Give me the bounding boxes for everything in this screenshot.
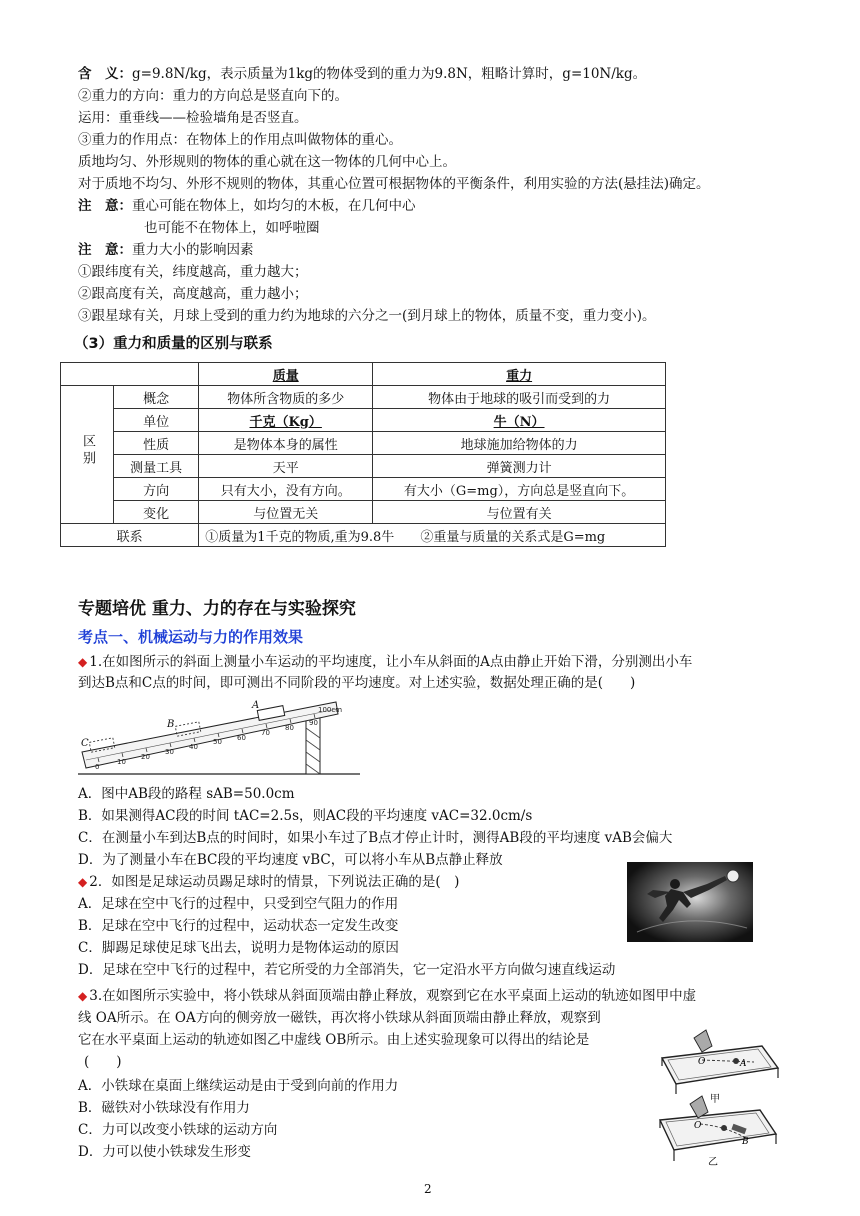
point-label: O: [698, 1057, 706, 1067]
diamond-icon: ◆: [78, 989, 88, 1003]
cell-gravity: 与位置有关: [373, 501, 666, 524]
tick-label: 40: [189, 743, 198, 751]
note-line: 注 意：重心可能在物体上，如均匀的木板，在几何中心: [78, 198, 416, 214]
note-line: ①跟纬度有关，纬度越高，重力越大；: [78, 264, 308, 280]
iron-ball-icon: [721, 1125, 727, 1131]
cell-mass: 是物体本身的属性: [199, 432, 373, 455]
cell-mass: 千克（Kg）: [199, 409, 373, 432]
cell-mass: 只有大小，没有方向。: [199, 478, 373, 501]
question-stem: ◆ 1.在如图所示的斜面上测量小车运动的平均速度，让小车从斜面的A点由静止开始下滑，分别测出小车: [78, 654, 693, 670]
cell-mass: 天平: [199, 455, 373, 478]
note-line: 对于质地不均匀、外形不规则的物体，其重心位置可根据物体的平衡条件，利用实验的方法(悬挂法)确定。: [78, 176, 710, 192]
point-label: B: [167, 719, 175, 730]
page-number: 2: [424, 1182, 432, 1196]
tick-label: 70: [261, 729, 270, 737]
topic-title: 考点一、机械运动与力的作用效果: [78, 628, 304, 646]
cell-gravity: 弹簧测力计: [373, 455, 666, 478]
tick-label: 90: [309, 719, 318, 727]
point-label: A: [252, 700, 260, 711]
point-label: O: [694, 1121, 702, 1131]
tick-label: 50: [213, 738, 222, 746]
point-label: A: [740, 1059, 747, 1069]
option: C．在测量小车到达B点的时间时，如果小车过了B点才停止计时，测得AB段的平均速度 vAB会偏大: [78, 830, 673, 846]
soccer-ball-icon: [727, 870, 739, 882]
option: A．图中AB段的路程 sAB=50.0cm: [78, 786, 295, 802]
tick-label: 30: [165, 748, 174, 756]
question-stem: ( ): [84, 1054, 122, 1070]
magnet-table-figure: [654, 1016, 784, 1166]
figure-label-jia: 甲: [710, 1094, 720, 1105]
soccer-player-photo: [627, 862, 753, 942]
tick-label: 10: [117, 758, 126, 766]
point-label: B: [742, 1137, 749, 1147]
diamond-icon: ◆: [78, 655, 88, 669]
relation-text: ①质量为1千克的物质,重为9.8牛 ②重量与质量的关系式是G=mg: [199, 524, 666, 547]
option: B．磁铁对小铁球没有作用力: [78, 1100, 250, 1116]
question-stem: ◆ 3.在如图所示实验中，将小铁球从斜面顶端由静止释放，观察到它在水平桌面上运动的轨迹如图甲中虚: [78, 988, 697, 1004]
note-line: ③重力的作用点：在物体上的作用点叫做物体的重心。: [78, 132, 402, 148]
table-heading: （3）重力和质量的区别与联系: [74, 336, 273, 352]
row-name: 变化: [114, 501, 199, 524]
tick-label: 20: [141, 753, 150, 761]
note-line: ③跟星球有关，月球上受到的重力约为地球的六分之一(到月球上的物体，质量不变，重力变小)。: [78, 308, 656, 324]
cell-mass: 与位置无关: [199, 501, 373, 524]
tick-label: 100cm: [318, 706, 343, 714]
section-title: 专题培优 重力、力的存在与实验探究: [78, 599, 356, 619]
relation-label: 联系: [61, 524, 199, 547]
figure-label-yi: 乙: [708, 1157, 718, 1166]
option: B．如果测得AC段的时间 tAC=2.5s，则AC段的平均速度 vAC=32.0cm/s: [78, 808, 533, 824]
cell-gravity: 牛（N）: [373, 409, 666, 432]
point-label: C: [81, 738, 89, 749]
row-name: 性质: [114, 432, 199, 455]
question-stem: ◆ 2．如图是足球运动员踢足球时的情景，下列说法正确的是( ): [78, 874, 460, 890]
note-line: 质地均匀、外形规则的物体的重心就在这一物体的几何中心上。: [78, 154, 456, 170]
option: D．力可以使小铁球发生形变: [78, 1144, 251, 1160]
tick-label: 80: [285, 724, 294, 732]
option: A．小铁球在桌面上继续运动是由于受到向前的作用力: [78, 1078, 399, 1094]
note-line: ②重力的方向：重力的方向总是竖直向下的。: [78, 88, 348, 104]
header-gravity: 重力: [373, 363, 666, 386]
row-name: 概念: [114, 386, 199, 409]
mass-gravity-table: [60, 362, 666, 547]
note-line: 运用：重垂线——检验墙角是否竖直。: [78, 110, 308, 126]
question-stem: 它在水平桌面上运动的轨迹如图乙中虚线 OB所示。由上述实验现象可以得出的结论是: [78, 1032, 590, 1048]
note-line: 注 意：重力大小的影响因素: [78, 242, 254, 258]
group-label: 区别: [61, 386, 114, 524]
option: B．足球在空中飞行的过程中，运动状态一定发生改变: [78, 918, 399, 934]
incline-ruler-figure: [78, 696, 360, 780]
option: C．力可以改变小铁球的运动方向: [78, 1122, 278, 1138]
tick-label: 0: [95, 763, 100, 771]
cell-gravity: 地球施加给物体的力: [373, 432, 666, 455]
question-stem: 线 OA所示。在 OA方向的侧旁放一磁铁，再次将小铁球从斜面顶端由静止释放，观察到: [78, 1010, 601, 1026]
option: D．为了测量小车在BC段的平均速度 vBC，可以将小车从B点静止释放: [78, 852, 503, 868]
tick-label: 60: [237, 734, 246, 742]
header-mass: 质量: [199, 363, 373, 386]
cell-gravity: 物体由于地球的吸引而受到的力: [373, 386, 666, 409]
question-stem: 到达B点和C点的时间，即可测出不同阶段的平均速度。对上述实验，数据处理正确的是( ): [78, 675, 636, 691]
option: A．足球在空中飞行的过程中，只受到空气阻力的作用: [78, 896, 399, 912]
note-line: 含 义：g=9.8N/kg，表示质量为1kg的物体受到的重力为9.8N，粗略计算时，g=10N/kg。: [78, 66, 647, 82]
option: C．脚踢足球使足球飞出去，说明力是物体运动的原因: [78, 940, 399, 956]
note-line: 也可能不在物体上，如呼啦圈: [144, 220, 320, 236]
option: D．足球在空中飞行的过程中，若它所受的力全部消失，它一定沿水平方向做匀速直线运动: [78, 962, 616, 978]
row-name: 测量工具: [114, 455, 199, 478]
row-name: 方向: [114, 478, 199, 501]
cell-gravity: 有大小（G=mg），方向总是竖直向下。: [373, 478, 666, 501]
cell-mass: 物体所含物质的多少: [199, 386, 373, 409]
note-line: ②跟高度有关，高度越高，重力越小；: [78, 286, 308, 302]
row-name: 单位: [114, 409, 199, 432]
iron-ball-icon: [733, 1058, 739, 1064]
diamond-icon: ◆: [78, 875, 88, 889]
